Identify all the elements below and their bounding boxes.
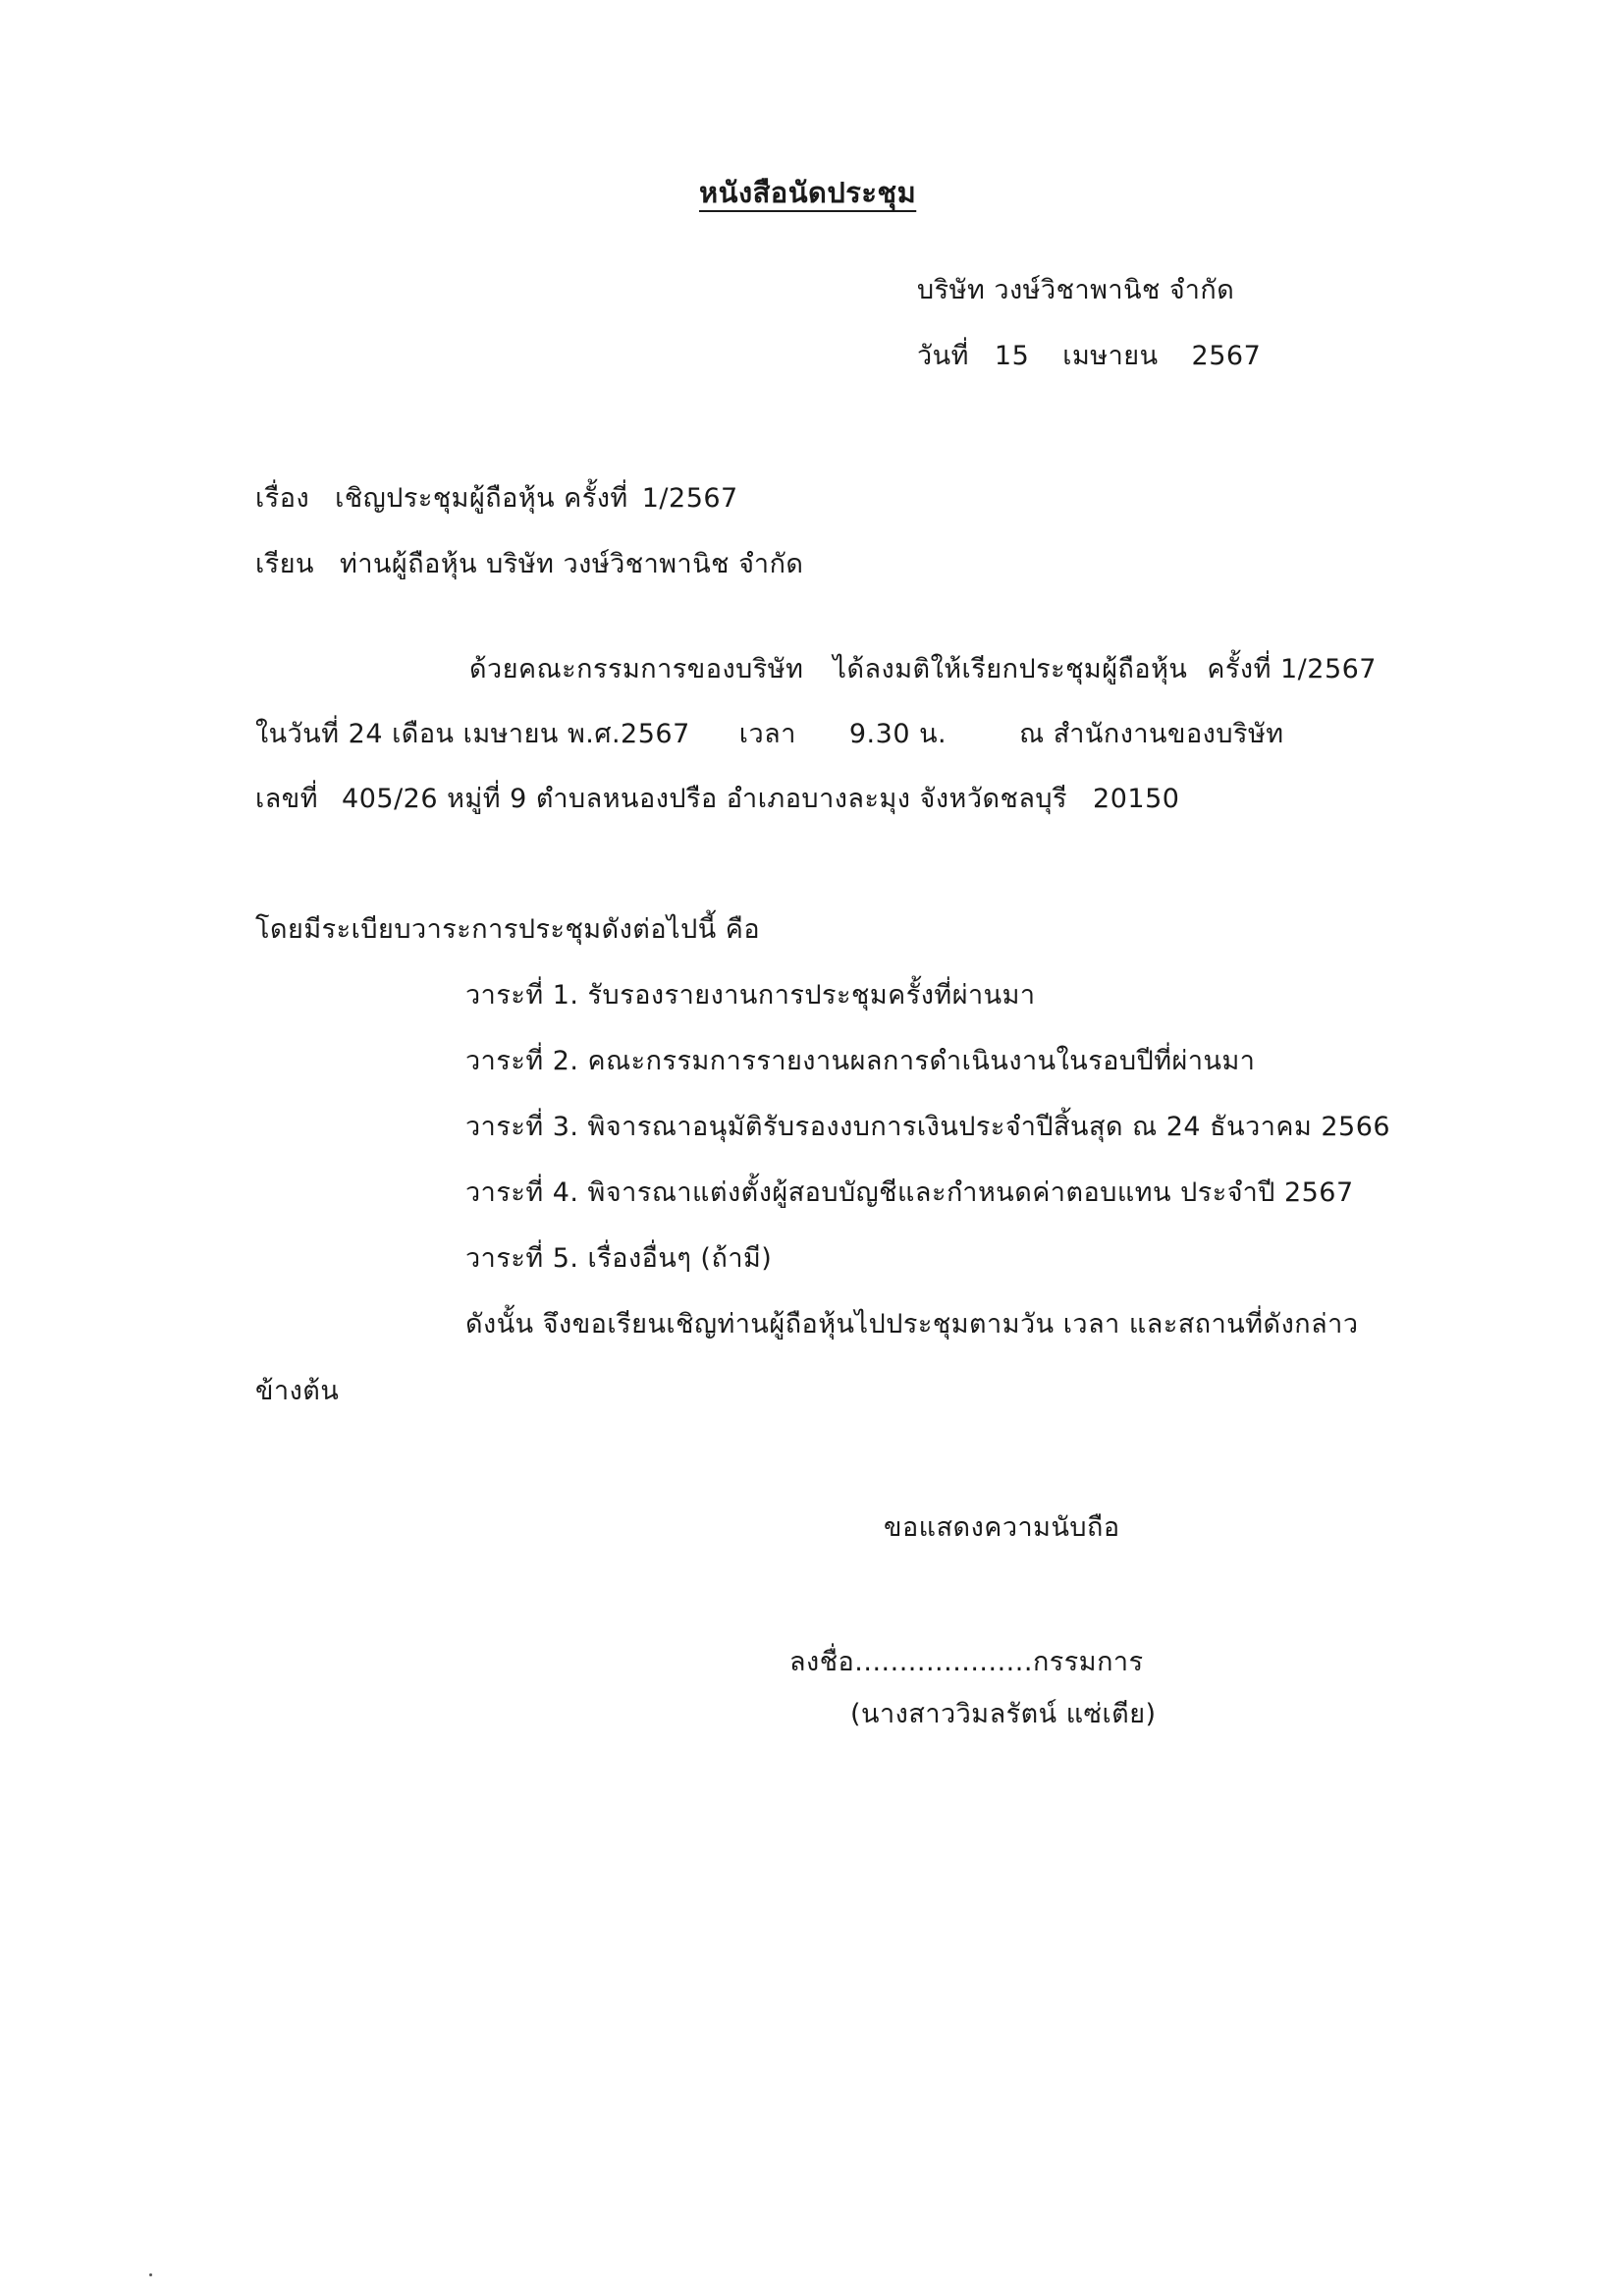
closing-line-2: ข้างต้น [255, 1376, 340, 1406]
subject-label: เรื่อง [255, 483, 310, 514]
date-label: วันที่ [917, 341, 969, 371]
body-line-2-c: 9.30 น. [848, 719, 947, 749]
regards: ขอแสดงความนับถือ [884, 1512, 1120, 1543]
agenda-item-4: วาระที่ 4. พิจารณาแต่งตั้งผู้สอบบัญชีและกำหนดค่าตอบแทน ประจำปี 2567 [465, 1177, 1354, 1208]
signature-role: กรรมการ [1032, 1647, 1144, 1677]
date-month: เมษายน [1062, 341, 1159, 371]
agenda-item-2: วาระที่ 2. คณะกรรมการรายงานผลการดำเนินงานในรอบปีที่ผ่านมา [465, 1046, 1256, 1076]
body-line-2-b: เวลา [738, 719, 796, 749]
agenda-intro: โดยมีระเบียบวาระการประชุมดังต่อไปนี้ คือ [255, 914, 761, 945]
body-line-1 [469, 652, 1377, 687]
date-year: 2567 [1191, 341, 1262, 371]
signatory-name: (นางสาววิมลรัตน์ แซ่เตีย) [850, 1699, 1157, 1729]
recipient-label: เรียน [255, 549, 315, 579]
subject-line [255, 481, 738, 517]
body-line-3 [255, 782, 1179, 817]
body-line-1-b: ได้ลงมติให้เรียกประชุมผู้ถือหุ้น [833, 654, 1188, 684]
signature-line [789, 1645, 1144, 1680]
scan-speck [149, 2273, 152, 2276]
company-name: บริษัท วงษ์วิชาพานิช จำกัด [917, 275, 1235, 305]
recipient-line [255, 547, 803, 582]
letter-date [917, 339, 1261, 374]
body-line-1-a: ด้วยคณะกรรมการของบริษัท [469, 654, 804, 684]
signature-dots: .................... [854, 1647, 1033, 1677]
body-line-3-c: 20150 [1093, 784, 1180, 814]
closing-line-1: ดังนั้น จึงขอเรียนเชิญท่านผู้ถือหุ้นไปประชุมตามวัน เวลา และสถานที่ดังกล่าว [465, 1309, 1359, 1339]
body-line-1-c: ครั้งที่ 1/2567 [1207, 654, 1377, 684]
body-line-3-b: 405/26 หมู่ที่ 9 ตำบลหนองปรือ อำเภอบางละมุง จังหวัดชลบุรี [342, 784, 1068, 814]
agenda-item-5: วาระที่ 5. เรื่องอื่นๆ (ถ้ามี) [465, 1243, 773, 1274]
signature-prefix: ลงชื่อ [789, 1647, 855, 1677]
agenda-item-1: วาระที่ 1. รับรองรายงานการประชุมครั้งที่ผ่านมา [465, 980, 1036, 1011]
body-line-2-a: ในวันที่ 24 เดือน เมษายน พ.ศ.2567 [255, 719, 690, 749]
body-line-2 [255, 717, 1284, 752]
letter-title: หนังสือนัดประชุม [699, 176, 917, 209]
subject-text: เชิญประชุมผู้ถือหุ้น ครั้งที่ [335, 483, 628, 514]
body-line-3-a: เลขที่ [255, 784, 319, 814]
body-line-2-d: ณ สำนักงานของบริษัท [1019, 719, 1284, 749]
agenda-item-3: วาระที่ 3. พิจารณาอนุมัติรับรองงบการเงินประจำปีสิ้นสุด ณ 24 ธันวาคม 2566 [465, 1112, 1391, 1142]
subject-number: 1/2567 [641, 483, 738, 514]
recipient-text: ท่านผู้ถือหุ้น บริษัท วงษ์วิชาพานิช จำกัด [340, 549, 804, 579]
date-day: 15 [994, 341, 1030, 371]
